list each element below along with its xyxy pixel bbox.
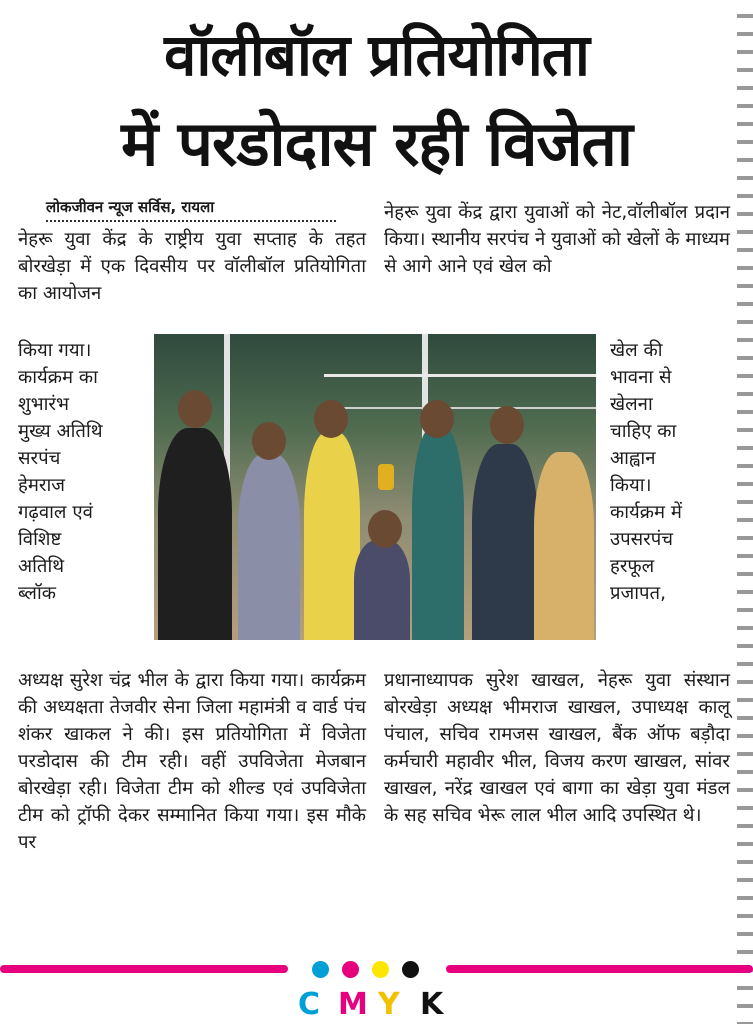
text-line: आह्वान [610, 448, 656, 469]
person-head [252, 422, 286, 460]
person-figure [158, 428, 232, 640]
team-photo [154, 334, 596, 640]
right-column-paragraph-3: प्रधानाध्यापक सुरेश खाखल, नेहरू युवा संस्थान बोरखेड़ा अध्यक्ष भीमराज खाखल, उपाध्यक्ष कालू पंचाल, सचिव रामजस खाखल, बैंक ऑफ बड़ौदा कर्मचारी महावीर भील, विजय करण खाखल, सांवर खाखल, नरेंद्र खाखल एवं बागा का खेड़ा युवा मंडल के सह सचिव भेरू लाल भील आदि उपस्थित थे। [384, 670, 730, 826]
magenta-dot [342, 961, 359, 978]
text-line: मुख्य अतिथि [18, 421, 103, 442]
person-figure [304, 432, 360, 640]
person-figure [354, 540, 410, 640]
footer-magenta-bar-right [446, 965, 753, 973]
person-head [420, 400, 454, 438]
text-line: भावना से [610, 367, 672, 388]
text-line: हेमराज [18, 475, 65, 496]
text-line: सरपंच [18, 448, 61, 469]
left-column-wrap-text [18, 337, 146, 607]
text-line: खेल की [610, 340, 663, 361]
person-head [178, 390, 212, 428]
text-line: शुभारंभ [18, 394, 69, 415]
trophy [378, 464, 394, 490]
text-line: प्रजापत, [610, 583, 666, 604]
volleyball-net [324, 374, 596, 409]
cmyk-letter-m: M [338, 987, 368, 1022]
byline: लोकजीवन न्यूज सर्विस, रायला [46, 194, 336, 222]
text-line: अतिथि [18, 556, 65, 577]
left-column-paragraph-3: अध्यक्ष सुरेश चंद्र भील के द्वारा किया गया। कार्यक्रम की अध्यक्षता तेजवीर सेना जिला महामंत्री व वार्ड पंच शंकर खाकल ने की। इस प्रतियोगिता में विजेता परडोदास की टीम रही। वहीं उपविजेता मेजबान बोरखेड़ा रही। विजेता टीम को शील्ड एवं उपविजेता टीम को ट्रॉफी देकर सम्मानित किया गया। इस मौके पर [18, 670, 366, 853]
person-head [314, 400, 348, 438]
text-line: गढ़वाल एवं [18, 502, 93, 523]
adjacent-column-edge [737, 0, 753, 1024]
text-line: खेलना [610, 394, 653, 415]
black-dot [402, 961, 419, 978]
cmyk-letter-c: C [298, 987, 321, 1022]
cmyk-letter-k: K [420, 987, 444, 1022]
cmyk-letter-y: Y [378, 987, 400, 1022]
yellow-dot [372, 961, 389, 978]
person-head [490, 406, 524, 444]
text-line: कार्यक्रम का [18, 367, 98, 388]
right-column-paragraph-1: नेहरू युवा केंद्र द्वारा युवाओं को नेट,वॉलीबॉल प्रदान किया। स्थानीय सरपंच ने युवाओं को खेलों के माध्यम से आगे आने एवं खेल को [384, 202, 730, 277]
person-figure [412, 426, 464, 640]
headline-line-1: वॉलीबॉल प्रतियोगिता [164, 21, 589, 89]
text-line: चाहिए का [610, 421, 677, 442]
text-line: विशिष्ट [18, 529, 62, 550]
cyan-dot [312, 961, 329, 978]
text-line: किया। [610, 475, 652, 496]
headline-line-2: में परडोदास रही विजेता [121, 107, 632, 180]
text-line: ब्लॉक [18, 583, 56, 604]
left-column-paragraph-1: नेहरू युवा केंद्र के राष्ट्रीय युवा सप्ताह के तहत बोरखेड़ा में एक दिवसीय पर वॉलीबॉल प्रतियोगिता का आयोजन [18, 229, 366, 304]
person-figure [472, 444, 538, 640]
person-head [368, 510, 402, 548]
person-figure [238, 454, 300, 640]
right-column-wrap-text [610, 337, 728, 607]
text-line: कार्यक्रम में [610, 502, 682, 523]
footer-magenta-bar-left [0, 965, 288, 973]
text-line: किया गया। [18, 340, 92, 361]
person-figure [534, 452, 594, 640]
text-line: उपसरपंच [610, 529, 673, 550]
text-line: हरफूल [610, 556, 655, 577]
